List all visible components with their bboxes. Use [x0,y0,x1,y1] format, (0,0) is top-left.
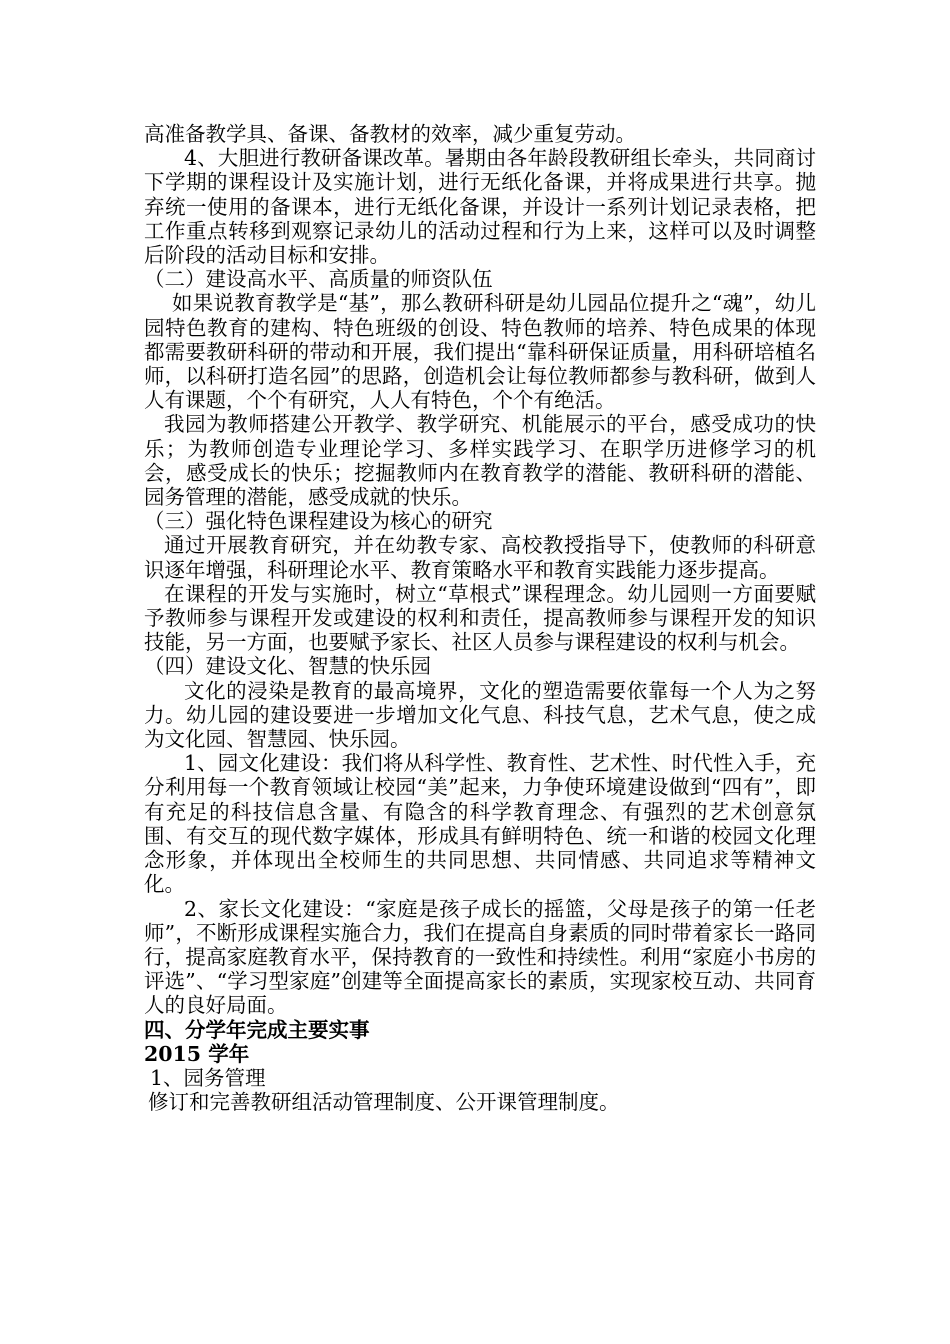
document-page [144,122,816,1114]
year-heading-2015: 2015 学年 [144,1041,250,1066]
paragraph-teacher-platform: 我园为教师搭建公开教学、教学研究、机能展示的平台，感受成功的快乐；为教师创造专业理论学习、多样实践学习、在职学历进修学习的机会，感受成长的快乐；挖掘教师内在教育教学的潜能、教研科研的潜能、园务管理的潜能，感受成就的快乐。 [144,412,816,510]
section-heading-2: （二）建设高水平、高质量的师资队伍 [144,267,493,292]
paragraph-parent-culture: 2、家长文化建设：“家庭是孩子成长的摇篮，父母是孩子的第一任老师”，不断形成课程实施合力，我们在提高自身素质的同时带着家长一路同行，提高家庭教育水平，保持教育的一致性和持续性。利用“家庭小书房的评选”、“学习型家庭”创建等全面提高家长的素质，实现家校互动、共同育人的良好局面。 [144,896,816,1018]
section-heading-4: （四）建设文化、智慧的快乐园 [144,654,431,679]
paragraph-item-4-reform: 4、大胆进行教研备课改革。暑期由各年龄段教研组长牵头，共同商讨下学期的课程设计及实施计划，进行无纸化备课，并将成果进行共享。抛弃统一使用的备课本，进行无纸化备课，并设计一系列计划记录表格，把工作重点转移到观察记录幼儿的活动过程和行为上来，这样可以及时调整后阶段的活动目标和安排。 [144,146,816,268]
paragraph-campus-culture: 1、园文化建设：我们将从科学性、教育性、艺术性、时代性入手，充分利用每一个教育领域让校园“美”起来，力争使环境建设做到“四有”，即有充足的科技信息含量、有隐含的科学教育理念、有强烈的艺术创意氛围、有交互的现代数字媒体，形成具有鲜明特色、统一和谐的校园文化理念形象，并体现出全校师生的共同思想、共同情感、共同追求等精神文化。 [144,751,816,897]
paragraph-continuation: 高准备教学具、备课、备教材的效率，减少重复劳动。 [144,122,636,146]
subheading-management: 1、园务管理 [150,1065,266,1090]
paragraph-research: 通过开展教育研究，并在幼教专家、高校教授指导下，使教师的科研意识逐年增强，科研理论水平、教育策略水平和教育实践能力逐步提高。 [144,533,816,582]
paragraph-management-item: 修订和完善教研组活动管理制度、公开课管理制度。 [148,1090,620,1115]
paragraph-curriculum: 在课程的开发与实施时，树立“草根式”课程理念。幼儿园则一方面要赋予教师参与课程开发或建设的权利和责任，提高教师参与课程开发的知识技能，另一方面，也要赋予家长、社区人员参与课程建设的权利与机会。 [144,581,816,655]
paragraph-teacher-team: 如果说教育教学是“基”，那么教研科研是幼儿园品位提升之“魂”，幼儿园特色教育的建构、特色班级的创设、特色教师的培养、特色成果的体现都需要教研科研的带动和开展，我们提出“靠科研保证质量，用科研培植名师，以科研打造名园”的思路，创造机会让每位教师都参与教科研，做到人人有课题，个个有研究，人人有特色，个个有绝活。 [144,291,816,413]
section-heading-3: （三）强化特色课程建设为核心的研究 [144,509,493,534]
paragraph-culture: 文化的浸染是教育的最高境界，文化的塑造需要依靠每一个人为之努力。幼儿园的建设要进一步增加文化气息、科技气息，艺术气息，使之成为文化园、智慧园、快乐园。 [144,678,816,752]
chapter-heading-4: 四、分学年完成主要实事 [144,1017,370,1042]
